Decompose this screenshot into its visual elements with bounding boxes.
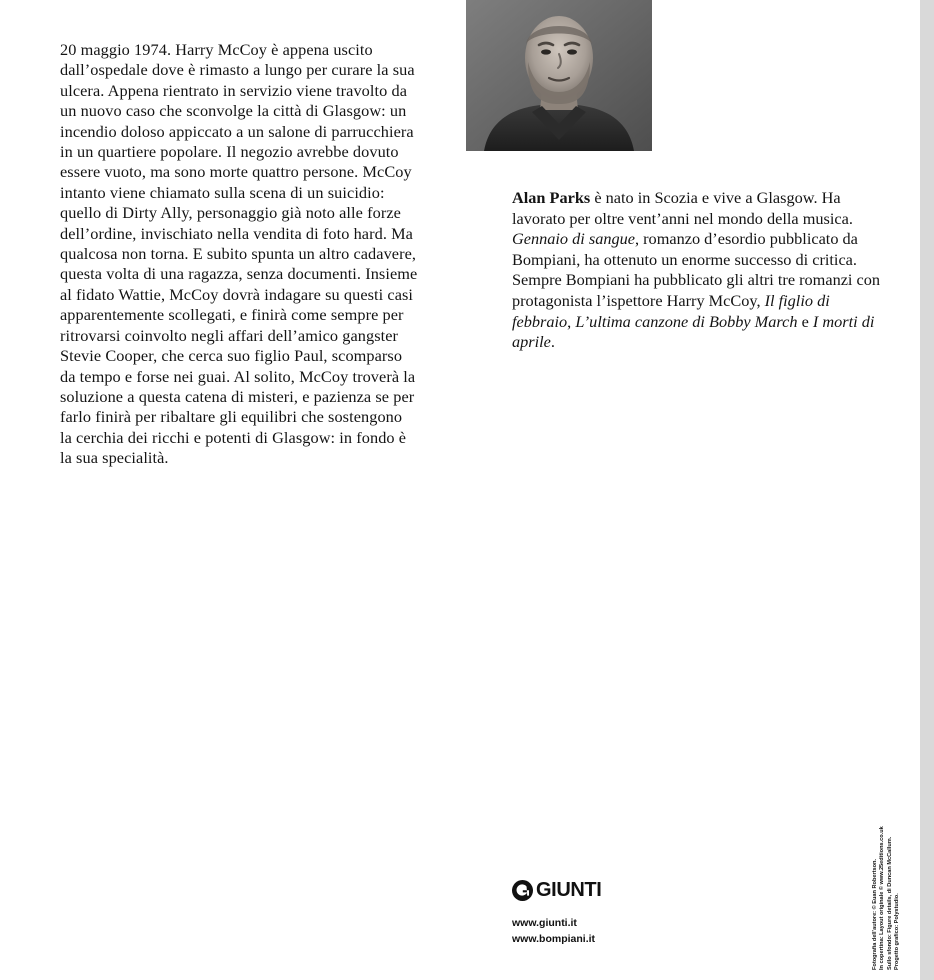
bio-text-end: . xyxy=(550,332,555,352)
author-bio-text-3: Sempre Bompiani ha pubblicato gli altri tre romanzi con protagonista l’ispettore Harry McCoy, xyxy=(512,270,881,310)
author-bio-paragraph-2 xyxy=(512,270,884,352)
book-title-il-figlio-di-febbraio: Il figlio di febbraio xyxy=(512,290,830,331)
publisher-urls xyxy=(512,915,752,947)
credit-line-3: Sullo sfondo: Figure details, di Duncan McCallum. xyxy=(886,836,893,970)
publisher-name: GIUNTI xyxy=(536,879,602,901)
vertical-credits-block xyxy=(872,770,902,970)
credit-line-2: In copertina: Layout originale © www.25editions.co.uk xyxy=(879,826,886,970)
bio-separator-2: e xyxy=(797,311,813,331)
author-bio-paragraph-1 xyxy=(512,188,884,270)
author-bio-text-2: , romanzo d’esordio pubblicato da Bompiani, ha ottenuto un enorme successo di critica. xyxy=(512,229,858,269)
publisher-block xyxy=(512,880,752,947)
credit-line-1: Fotografia dell’autore: © Euan Robertson. xyxy=(872,858,878,970)
book-blurb-text: 20 maggio 1974. Harry McCoy è appena uscito dall’ospedale dove è rimasto a lungo per curare la sua ulcera. Appena rientrato in servizio viene travolto da un nuovo caso che sconvolge la città di Glasgow: un incendio doloso appiccato a un salone di parrucchiera in un quartiere popolare. Il negozio avrebbe dovuto essere vuoto, ma sono morte quattro persone. McCoy intanto viene chiamato sulla scena di un suicidio: quello di Dirty Ally, personaggio già noto alle forze dell’ordine, invischiato nella vendita di foto hard. Ma qualcosa non torna. E subito spunta un altro cadavere, questa volta di una ragazza, senza documenti. Insieme al fidato Wattie, McCoy dovrà indagare su questi casi apparentemente scollegati, e finirà come sempre per ritrovarsi coinvolto negli affari dell’amico gangster Stevie Cooper, che cerca suo figlio Paul, scomparso da tempo e forse nei guai. Al solito, McCoy troverà la soluzione a questa catena di misteri, e pazienza se per farlo finirà per ribaltare gli equilibri che sostengono la cerchia dei ricchi e potenti di Glasgow: in fondo è la sua specialità. xyxy=(60,40,418,468)
url-bompiani[interactable]: www.bompiani.it xyxy=(512,933,596,945)
url-giunti[interactable]: www.giunti.it xyxy=(512,917,577,929)
book-title-lultima-canzone-di-bobby-march: L’ultima canzone di Bobby March xyxy=(575,311,798,331)
publisher-logo xyxy=(512,880,752,901)
credit-line-4: Progetto grafico: Polystudio. xyxy=(894,893,901,970)
author-bio-block xyxy=(512,188,884,353)
book-title-gennaio-di-sangue: Gennaio di sangue xyxy=(512,229,635,249)
book-title-i-morti-di-aprile: I morti di aprile xyxy=(512,311,875,352)
author-portrait-photo xyxy=(466,0,652,151)
spine-strip xyxy=(920,0,934,980)
author-name: Alan Parks xyxy=(512,188,591,207)
bio-separator-1: , xyxy=(567,311,576,331)
giunti-g-icon xyxy=(512,880,533,901)
author-bio-text-1: è nato in Scozia e vive a Glasgow. Ha lavorato per oltre vent’anni nel mondo della musica. xyxy=(512,188,853,228)
